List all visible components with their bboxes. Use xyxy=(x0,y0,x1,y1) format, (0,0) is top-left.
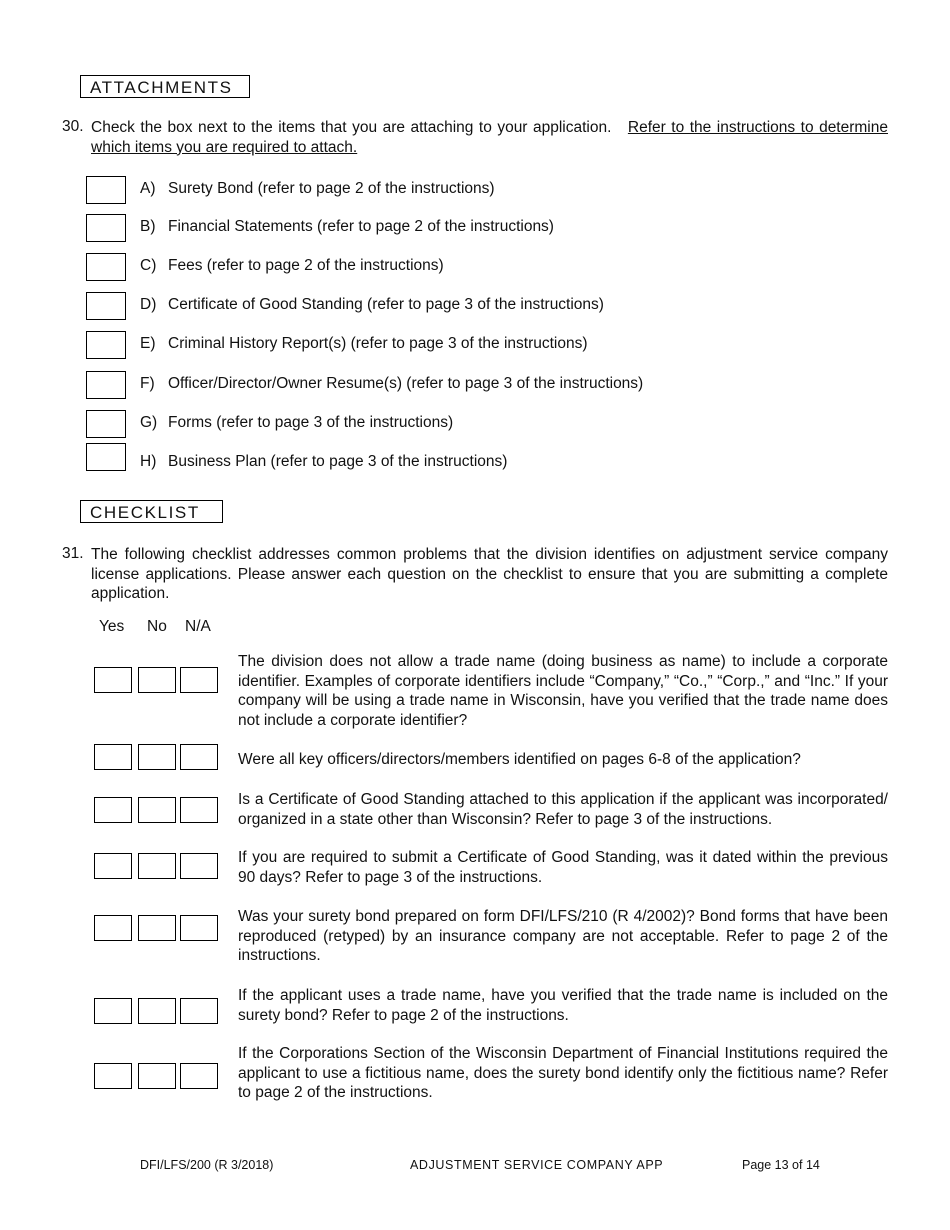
answer-na-checkbox[interactable] xyxy=(180,744,218,770)
checklist-question: If the applicant uses a trade name, have you verified that the trade name is included on the surety bond? Refer to page 2 of the instructions. xyxy=(238,987,888,1024)
attachment-checkbox-f[interactable] xyxy=(86,371,126,399)
attachment-letter: E) xyxy=(140,335,156,352)
column-header-na: N/A xyxy=(185,618,211,635)
answer-na-checkbox[interactable] xyxy=(180,667,218,693)
question-30-text xyxy=(91,118,888,157)
answer-na-checkbox[interactable] xyxy=(180,915,218,941)
attachment-label: Business Plan (refer to page 3 of the instructions) xyxy=(168,453,508,470)
answer-yes-checkbox[interactable] xyxy=(94,797,132,823)
answer-no-checkbox[interactable] xyxy=(138,744,176,770)
checklist-question: Is a Certificate of Good Standing attached to this application if the applicant was incorporated/ organized in a state other than Wisconsin? Refer to page 3 of the instructions. xyxy=(238,791,888,828)
attachment-label: Surety Bond (refer to page 2 of the instructions) xyxy=(168,180,495,197)
answer-na-checkbox[interactable] xyxy=(180,853,218,879)
attachment-checkbox-a[interactable] xyxy=(86,176,126,204)
question-30-number: 30. xyxy=(62,118,84,135)
attachment-letter: A) xyxy=(140,180,156,197)
answer-yes-checkbox[interactable] xyxy=(94,915,132,941)
answer-yes-checkbox[interactable] xyxy=(94,667,132,693)
question-31-intro: The following checklist addresses common problems that the division identifies on adjustment service company license applications. Please answer each question on the checklist to ensure that you are submitting a complete application. xyxy=(91,546,888,602)
checklist-heading: CHECKLIST xyxy=(80,500,223,523)
answer-no-checkbox[interactable] xyxy=(138,667,176,693)
question-30-instruction: Check the box next to the items that you are attaching to your application. xyxy=(91,119,612,136)
answer-na-checkbox[interactable] xyxy=(180,998,218,1024)
attachment-letter: C) xyxy=(140,257,157,274)
attachment-checkbox-g[interactable] xyxy=(86,410,126,438)
attachment-checkbox-h[interactable] xyxy=(86,443,126,471)
checklist-question: If you are required to submit a Certificate of Good Standing, was it dated within the previous 90 days? Refer to page 3 of the instructions. xyxy=(238,849,888,886)
answer-yes-checkbox[interactable] xyxy=(94,853,132,879)
answer-no-checkbox[interactable] xyxy=(138,1063,176,1089)
checklist-question: Was your surety bond prepared on form DFI/LFS/210 (R 4/2002)? Bond forms that have been reproduced (retyped) by an insurance company are not acceptable. Refer to page 2 of the instructions. xyxy=(238,908,888,964)
attachment-label: Certificate of Good Standing (refer to page 3 of the instructions) xyxy=(168,296,604,313)
attachments-heading: ATTACHMENTS xyxy=(80,75,250,98)
answer-yes-checkbox[interactable] xyxy=(94,1063,132,1089)
question-31-number: 31. xyxy=(62,545,84,562)
attachment-letter: B) xyxy=(140,218,156,235)
attachment-checkbox-b[interactable] xyxy=(86,214,126,242)
attachment-letter: H) xyxy=(140,453,157,470)
footer-form-id: DFI/LFS/200 (R 3/2018) xyxy=(140,1158,274,1172)
checklist-question: Were all key officers/directors/members identified on pages 6-8 of the application? xyxy=(238,751,801,768)
attachment-letter: G) xyxy=(140,414,158,431)
answer-no-checkbox[interactable] xyxy=(138,853,176,879)
attachment-label: Criminal History Report(s) (refer to page 3 of the instructions) xyxy=(168,335,588,352)
attachment-label: Officer/Director/Owner Resume(s) (refer to page 3 of the instructions) xyxy=(168,375,644,392)
attachment-checkbox-c[interactable] xyxy=(86,253,126,281)
answer-no-checkbox[interactable] xyxy=(138,915,176,941)
answer-yes-checkbox[interactable] xyxy=(94,744,132,770)
question-30-underlined-note: Refer to the instructions to determine which items you are required to attach. xyxy=(91,119,888,156)
answer-na-checkbox[interactable] xyxy=(180,797,218,823)
footer-page-number: Page 13 of 14 xyxy=(742,1158,820,1172)
column-header-no: No xyxy=(147,618,167,635)
column-header-yes: Yes xyxy=(99,618,125,635)
checklist-question: If the Corporations Section of the Wisconsin Department of Financial Institutions required the applicant to use a fictitious name, does the surety bond identify only the fictitious name? Refer to page 2 of the instructions. xyxy=(238,1045,888,1101)
answer-na-checkbox[interactable] xyxy=(180,1063,218,1089)
attachment-label: Financial Statements (refer to page 2 of the instructions) xyxy=(168,218,554,235)
attachment-label: Fees (refer to page 2 of the instructions) xyxy=(168,257,444,274)
footer-document-title: ADJUSTMENT SERVICE COMPANY APP xyxy=(410,1158,664,1172)
attachment-label: Forms (refer to page 3 of the instructions) xyxy=(168,414,454,431)
answer-no-checkbox[interactable] xyxy=(138,998,176,1024)
attachment-letter: D) xyxy=(140,296,157,313)
attachment-checkbox-d[interactable] xyxy=(86,292,126,320)
attachment-letter: F) xyxy=(140,375,155,392)
attachment-checkbox-e[interactable] xyxy=(86,331,126,359)
answer-yes-checkbox[interactable] xyxy=(94,998,132,1024)
answer-no-checkbox[interactable] xyxy=(138,797,176,823)
checklist-question: The division does not allow a trade name (doing business as name) to include a corporate identifier. Examples of corporate identifiers include “Company,” “Co.,” “Corp.,” and “Inc.” If your company will be using a trade name in Wisconsin, have you verified that the trade name does not include a corporate identifier? xyxy=(238,653,888,729)
